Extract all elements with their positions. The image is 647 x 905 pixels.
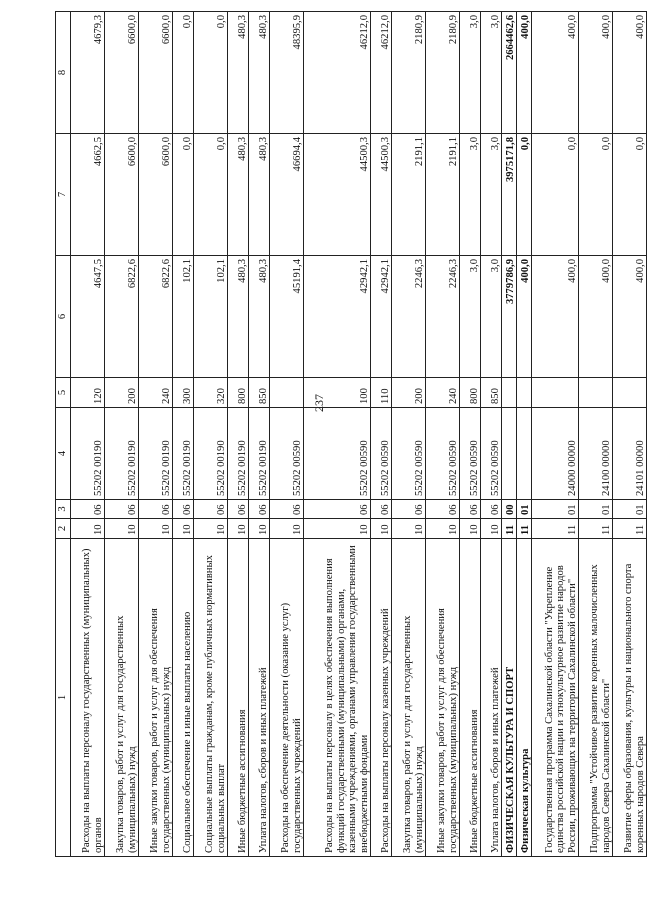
row-name-cell: Физическая культура (517, 539, 532, 857)
target-article-cell: 55202 00190 (173, 408, 194, 500)
expense-type-cell: 100 (304, 378, 371, 408)
section-code-cell: 10 (194, 519, 228, 539)
subsection-code-cell: 06 (194, 500, 228, 519)
amount-col6-cell: 3779786,9 (502, 256, 517, 378)
row-name-cell: Расходы на выплаты персоналу государственных (муниципальных) органов (71, 539, 105, 857)
budget-table (55, 11, 647, 857)
target-article-cell: 55202 00590 (304, 408, 371, 500)
table-row (613, 12, 647, 857)
expense-type-cell (502, 378, 517, 408)
row-name-cell: ФИЗИЧЕСКАЯ КУЛЬТУРА И СПОРТ (502, 539, 517, 857)
expense-type-cell: 240 (426, 378, 460, 408)
table-row (270, 12, 304, 857)
table-row (304, 12, 371, 857)
subsection-code-cell: 01 (613, 500, 647, 519)
amount-col8-cell: 6600,0 (105, 12, 139, 134)
target-article-cell: 55202 00190 (228, 408, 249, 500)
row-name-cell: Закупка товаров, работ и услуг для государственных (муниципальных) нужд (392, 539, 426, 857)
expense-type-cell: 240 (139, 378, 173, 408)
target-article-cell: 55202 00190 (249, 408, 270, 500)
amount-col6-cell: 4647,5 (71, 256, 105, 378)
amount-col6-cell: 2246,3 (392, 256, 426, 378)
header-row (56, 12, 71, 857)
target-article-cell: 55202 00590 (392, 408, 426, 500)
expense-type-cell (613, 378, 647, 408)
row-name-cell: Социальные выплаты гражданам, кроме публичных нормативных социальных выплат (194, 539, 228, 857)
section-code-cell: 10 (228, 519, 249, 539)
subsection-code-cell: 06 (105, 500, 139, 519)
amount-col7-cell: 2191,1 (392, 134, 426, 256)
target-article-cell: 55202 00190 (139, 408, 173, 500)
target-article-cell: 24101 00000 (613, 408, 647, 500)
amount-col6-cell: 480,3 (249, 256, 270, 378)
table-row (105, 12, 139, 857)
subsection-code-cell: 06 (481, 500, 502, 519)
target-article-cell (502, 408, 517, 500)
amount-col7-cell: 4662,5 (71, 134, 105, 256)
section-code-cell: 10 (173, 519, 194, 539)
amount-col6-cell: 6822,6 (105, 256, 139, 378)
rotated-page (55, 12, 646, 857)
section-code-cell: 11 (532, 519, 579, 539)
row-name-cell: Иные закупки товаров, работ и услуг для обеспечения государственных (муниципальных) нужд (426, 539, 460, 857)
amount-col7-cell: 44500,3 (304, 134, 371, 256)
row-name-cell: Подпрограмма "Устойчивое развитие коренных малочисленных народов Севера Сахалинской области" (579, 539, 613, 857)
header-cell: 5 (56, 378, 71, 408)
row-name-cell: Иные закупки товаров, работ и услуг для обеспечения государственных (муниципальных) нужд (139, 539, 173, 857)
amount-col6-cell: 6822,6 (139, 256, 173, 378)
section-code-cell: 11 (502, 519, 517, 539)
expense-type-cell: 800 (460, 378, 481, 408)
subsection-code-cell: 06 (139, 500, 173, 519)
amount-col7-cell: 6600,0 (139, 134, 173, 256)
expense-type-cell (532, 378, 579, 408)
header-cell: 1 (56, 539, 71, 857)
subsection-code-cell: 00 (502, 500, 517, 519)
table-row (392, 12, 426, 857)
row-name-cell: Иные бюджетные ассигнования (228, 539, 249, 857)
amount-col6-cell: 3,0 (460, 256, 481, 378)
amount-col7-cell: 3975171,8 (502, 134, 517, 256)
row-name-cell: Иные бюджетные ассигнования (460, 539, 481, 857)
section-code-cell: 11 (517, 519, 532, 539)
subsection-code-cell: 06 (71, 500, 105, 519)
amount-col6-cell: 102,1 (194, 256, 228, 378)
subsection-code-cell: 06 (392, 500, 426, 519)
amount-col7-cell: 0,0 (579, 134, 613, 256)
table-row (460, 12, 481, 857)
target-article-cell (517, 408, 532, 500)
subsection-code-cell: 01 (517, 500, 532, 519)
amount-col7-cell: 46694,4 (270, 134, 304, 256)
row-name-cell: Развитие сферы образования, культуры и национального спорта коренных народов Севера (613, 539, 647, 857)
amount-col7-cell: 0,0 (613, 134, 647, 256)
header-cell: 8 (56, 12, 71, 134)
target-article-cell: 55202 00590 (371, 408, 392, 500)
amount-col8-cell: 2180,9 (426, 12, 460, 134)
row-name-cell: Закупка товаров, работ и услуг для государственных (муниципальных) нужд (105, 539, 139, 857)
target-article-cell: 55202 00590 (460, 408, 481, 500)
target-article-cell: 24000 00000 (532, 408, 579, 500)
target-article-cell: 55202 00590 (481, 408, 502, 500)
amount-col7-cell: 44500,3 (371, 134, 392, 256)
amount-col6-cell: 102,1 (173, 256, 194, 378)
amount-col7-cell: 480,3 (249, 134, 270, 256)
expense-type-cell: 850 (481, 378, 502, 408)
table-row (371, 12, 392, 857)
header-cell: 2 (56, 519, 71, 539)
header-cell: 6 (56, 256, 71, 378)
section-code-cell: 10 (304, 519, 371, 539)
subsection-code-cell: 06 (249, 500, 270, 519)
subsection-code-cell: 06 (228, 500, 249, 519)
subsection-code-cell: 06 (270, 500, 304, 519)
amount-col6-cell: 400,0 (517, 256, 532, 378)
expense-type-cell (579, 378, 613, 408)
target-article-cell: 55202 00190 (194, 408, 228, 500)
table-row (481, 12, 502, 857)
amount-col7-cell: 0,0 (517, 134, 532, 256)
header-cell: 4 (56, 408, 71, 500)
amount-col8-cell: 4679,3 (71, 12, 105, 134)
amount-col8-cell: 480,3 (249, 12, 270, 134)
section-code-cell: 10 (139, 519, 173, 539)
amount-col8-cell: 0,0 (173, 12, 194, 134)
row-name-cell: Уплата налогов, сборов и иных платежей (481, 539, 502, 857)
subsection-code-cell: 06 (371, 500, 392, 519)
amount-col7-cell: 0,0 (173, 134, 194, 256)
section-code-cell: 11 (579, 519, 613, 539)
row-name-cell: Расходы на выплаты персоналу в целях обеспечения выполнения функций государственными (муниципальными) органами, казенными учреждениями, органами управления государственными внебюджетными фондами (304, 539, 371, 857)
row-name-cell: Расходы на обеспечение деятельности (оказание услуг) государственных учреждений (270, 539, 304, 857)
expense-type-cell: 300 (173, 378, 194, 408)
subsection-code-cell: 01 (579, 500, 613, 519)
expense-type-cell (270, 378, 304, 408)
row-name-cell: Государственная программа Сахалинской области "Укрепление единства российской нации и этнокультурное развитие народов России, проживающих на территории Сахалинской области" (532, 539, 579, 857)
amount-col7-cell: 0,0 (532, 134, 579, 256)
amount-col7-cell: 3,0 (481, 134, 502, 256)
table-row (426, 12, 460, 857)
section-code-cell: 10 (71, 519, 105, 539)
subsection-code-cell: 06 (460, 500, 481, 519)
amount-col6-cell: 42942,1 (304, 256, 371, 378)
expense-type-cell: 200 (392, 378, 426, 408)
amount-col8-cell: 2664462,6 (502, 12, 517, 134)
subsection-code-cell: 06 (173, 500, 194, 519)
page-number: 237 (312, 394, 326, 412)
table-row (502, 12, 517, 857)
expense-type-cell: 200 (105, 378, 139, 408)
row-name-cell: Социальное обеспечение и иные выплаты населению (173, 539, 194, 857)
amount-col8-cell: 48395,9 (270, 12, 304, 134)
expense-type-cell (517, 378, 532, 408)
amount-col7-cell: 0,0 (194, 134, 228, 256)
table-row (194, 12, 228, 857)
section-code-cell: 11 (613, 519, 647, 539)
header-cell: 3 (56, 500, 71, 519)
amount-col6-cell: 45191,4 (270, 256, 304, 378)
amount-col6-cell: 400,0 (613, 256, 647, 378)
amount-col8-cell: 0,0 (194, 12, 228, 134)
table-row (579, 12, 613, 857)
table-row (249, 12, 270, 857)
subsection-code-cell: 06 (304, 500, 371, 519)
expense-type-cell: 110 (371, 378, 392, 408)
section-code-cell: 10 (460, 519, 481, 539)
amount-col8-cell: 46212,0 (371, 12, 392, 134)
table-row (532, 12, 579, 857)
target-article-cell: 55202 00190 (105, 408, 139, 500)
amount-col6-cell: 400,0 (532, 256, 579, 378)
amount-col7-cell: 2191,1 (426, 134, 460, 256)
amount-col8-cell: 400,0 (579, 12, 613, 134)
amount-col6-cell: 2246,3 (426, 256, 460, 378)
amount-col8-cell: 400,0 (613, 12, 647, 134)
section-code-cell: 10 (481, 519, 502, 539)
target-article-cell: 55202 00190 (71, 408, 105, 500)
subsection-code-cell: 01 (532, 500, 579, 519)
amount-col6-cell: 3,0 (481, 256, 502, 378)
expense-type-cell: 800 (228, 378, 249, 408)
amount-col8-cell: 400,0 (517, 12, 532, 134)
target-article-cell: 55202 00590 (426, 408, 460, 500)
amount-col8-cell: 3,0 (460, 12, 481, 134)
section-code-cell: 10 (105, 519, 139, 539)
target-article-cell: 55202 00590 (270, 408, 304, 500)
table-row (139, 12, 173, 857)
expense-type-cell: 850 (249, 378, 270, 408)
amount-col7-cell: 3,0 (460, 134, 481, 256)
row-name-cell: Уплата налогов, сборов и иных платежей (249, 539, 270, 857)
section-code-cell: 10 (371, 519, 392, 539)
table-row (173, 12, 194, 857)
amount-col7-cell: 480,3 (228, 134, 249, 256)
section-code-cell: 10 (270, 519, 304, 539)
expense-type-cell: 320 (194, 378, 228, 408)
amount-col7-cell: 6600,0 (105, 134, 139, 256)
amount-col6-cell: 400,0 (579, 256, 613, 378)
table-body (56, 12, 647, 857)
target-article-cell: 24100 00000 (579, 408, 613, 500)
table-row (71, 12, 105, 857)
section-code-cell: 10 (249, 519, 270, 539)
amount-col8-cell: 480,3 (228, 12, 249, 134)
subsection-code-cell: 06 (426, 500, 460, 519)
expense-type-cell: 120 (71, 378, 105, 408)
amount-col8-cell: 3,0 (481, 12, 502, 134)
amount-col6-cell: 480,3 (228, 256, 249, 378)
amount-col6-cell: 42942,1 (371, 256, 392, 378)
section-code-cell: 10 (392, 519, 426, 539)
amount-col8-cell: 400,0 (532, 12, 579, 134)
amount-col8-cell: 2180,9 (392, 12, 426, 134)
table-row (228, 12, 249, 857)
row-name-cell: Расходы на выплаты персоналу казенных учреждений (371, 539, 392, 857)
section-code-cell: 10 (426, 519, 460, 539)
header-cell: 7 (56, 134, 71, 256)
amount-col8-cell: 6600,0 (139, 12, 173, 134)
amount-col8-cell: 46212,0 (304, 12, 371, 134)
table-row (517, 12, 532, 857)
